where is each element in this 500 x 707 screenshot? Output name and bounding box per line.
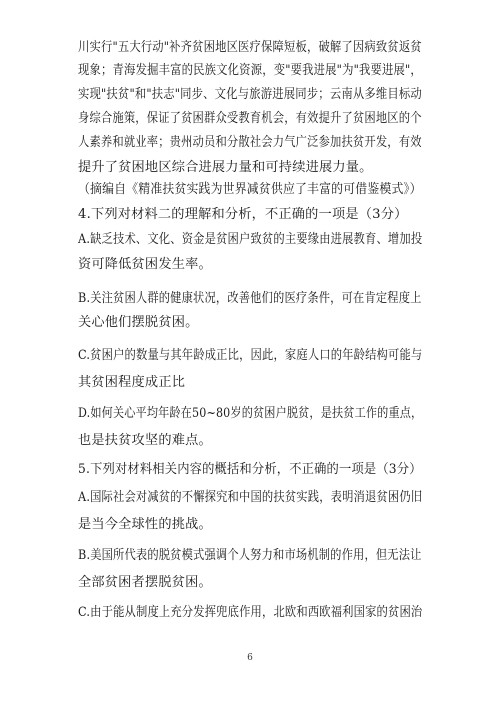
option-line: A.缺乏技术、文化、资金是贫困户致贫的主要缘由进展教育、增加投 (78, 232, 423, 247)
page-number: 6 (247, 653, 253, 663)
option-line: 全部贫困者摆脱贫困。 (78, 575, 212, 590)
text-line: 川实行"五大行动"补齐贫困地区医疗保障短板，破解了因病致贫返贫 (78, 40, 422, 55)
option-line: 其贫困程度成正比 (78, 375, 186, 390)
option-line: 也是扶贫攻坚的难点。 (78, 433, 212, 448)
option-line: C.贫困户的数量与其年龄成正比，因此，家庭人口的年龄结构可能与 (78, 348, 423, 363)
option-line: B.关注贫困人群的健康状况，改善他们的医疗条件，可在肯定程度上 (78, 291, 422, 306)
text-line: 实现"扶贫"和"扶志"同步、文化与旅游进展同步；云南从多维目标动 (78, 87, 422, 102)
text-line: 提升了贫困地区综合进展力量和可持续进展力量。 (78, 160, 373, 175)
text-line: 现象；青海发掘丰富的民族文化资源，变"要我进展"为"我要进展"， (78, 63, 422, 78)
option-line: B.美国所代表的脱贫模式强调个人努力和市场机制的作用，但无法让 (78, 548, 422, 563)
option-line: D.如何关心平均年龄在50~80岁的贫困户脱贫，是扶贫工作的重点， (78, 406, 423, 421)
text-line: 人素养和就业率；贵州动员和分散社会力气广泛参加扶贫开发，有效 (78, 135, 422, 150)
option-line: 资可降低贫困发生率。 (78, 257, 212, 272)
option-line: 是当今全球性的挑战。 (78, 517, 212, 532)
question-4-stem: 4.下列对材料二的理解和分析，不正确的一项是（3分） (78, 207, 408, 222)
option-line: A.国际社会对减贫的不懈探究和中国的扶贫实践，表明消退贫困仍旧 (78, 490, 423, 505)
question-5-stem: 5.下列对材料相关内容的概括和分析，不正确的一项是（3分） (78, 462, 422, 477)
source-citation: （摘编自《精准扶贫实践为世界减贫供应了丰富的可借鉴模式》） (78, 182, 422, 197)
option-line: 关心他们摆脱贫困。 (78, 315, 199, 330)
option-line: C.由于能从制度上充分发挥兜底作用，北欧和西欧福利国家的贫困治 (78, 605, 423, 620)
text-line: 身综合施策，保证了贫困群众受教育机会，有效提升了贫困地区的个 (78, 111, 422, 126)
